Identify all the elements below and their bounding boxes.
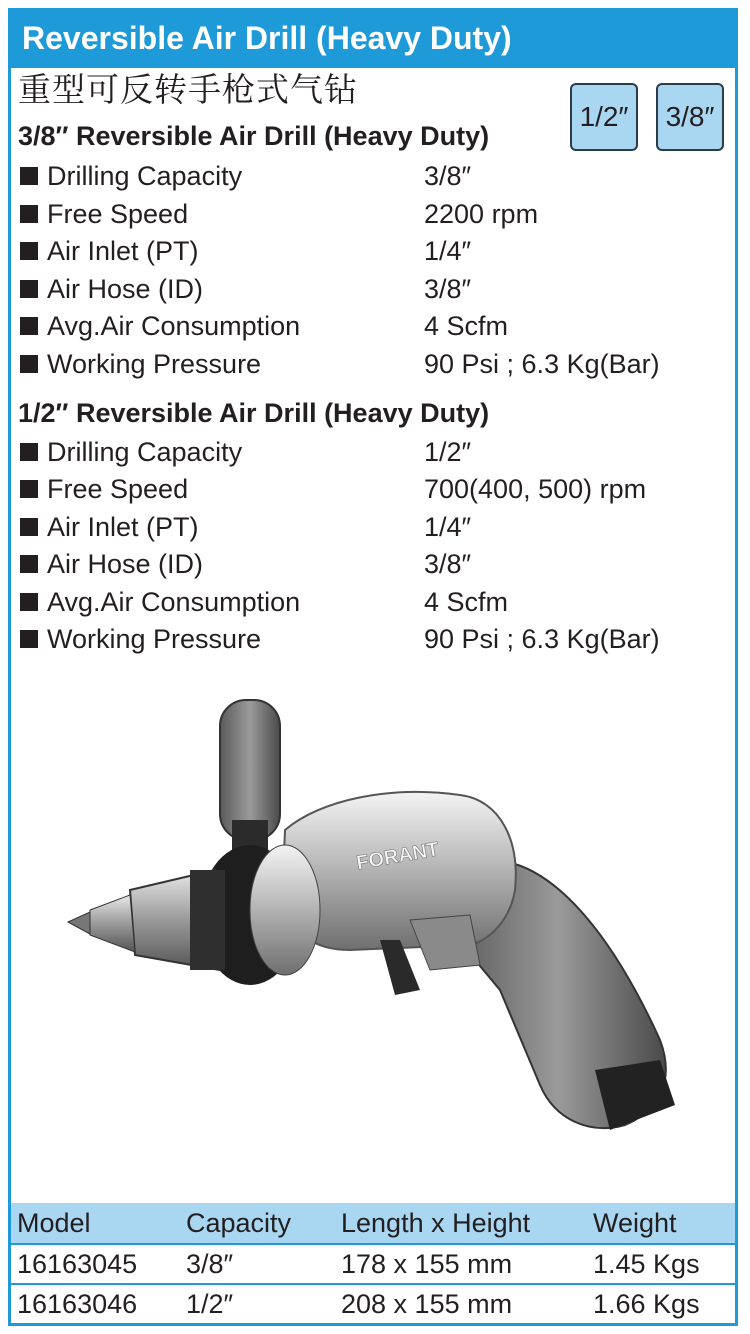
spec-label: Air Hose (ID) bbox=[47, 549, 204, 579]
spec-label: Drilling Capacity bbox=[47, 437, 243, 467]
spec-row bbox=[18, 621, 718, 657]
spec-label: Working Pressure bbox=[47, 349, 262, 379]
square-bullet-icon bbox=[20, 480, 38, 498]
spec-row bbox=[18, 346, 718, 382]
cell-capacity: 3/8″ bbox=[186, 1249, 234, 1279]
column-header-model: Model bbox=[17, 1208, 91, 1238]
spec-label: Air Hose (ID) bbox=[47, 274, 204, 304]
spec-row bbox=[18, 308, 718, 344]
cell-capacity: 1/2″ bbox=[186, 1289, 234, 1319]
column-header-weight: Weight bbox=[593, 1208, 677, 1238]
size-tab-half-inch[interactable]: 1/2″ bbox=[570, 83, 638, 151]
square-bullet-icon bbox=[20, 555, 38, 573]
model-table bbox=[11, 1203, 735, 1323]
spec-row bbox=[18, 584, 718, 620]
spec-row bbox=[18, 271, 718, 307]
square-bullet-icon bbox=[20, 242, 38, 260]
square-bullet-icon bbox=[20, 205, 38, 223]
page-title: Reversible Air Drill (Heavy Duty) bbox=[8, 8, 738, 68]
spec-row bbox=[18, 471, 718, 507]
brand-logo: FORANT bbox=[354, 838, 441, 875]
spec-row bbox=[18, 233, 718, 269]
square-bullet-icon bbox=[20, 355, 38, 373]
section-heading-3-8: 3/8″ Reversible Air Drill (Heavy Duty) bbox=[18, 121, 490, 151]
table-row bbox=[11, 1245, 735, 1283]
spec-value: 1/4″ bbox=[424, 512, 472, 542]
spec-value: 4 Scfm bbox=[424, 587, 509, 617]
spec-value: 2200 rpm bbox=[424, 199, 539, 229]
square-bullet-icon bbox=[20, 593, 38, 611]
cell-length-height: 208 x 155 mm bbox=[341, 1289, 513, 1319]
table-row bbox=[11, 1285, 735, 1323]
chinese-title: 重型可反转手枪式气钻 bbox=[18, 70, 358, 109]
spec-value: 3/8″ bbox=[424, 549, 472, 579]
section-heading-1-2: 1/2″ Reversible Air Drill (Heavy Duty) bbox=[18, 398, 490, 428]
spec-row bbox=[18, 196, 718, 232]
size-tab-three-eighths-inch[interactable]: 3/8″ bbox=[656, 83, 724, 151]
air-drill-product-image bbox=[50, 690, 710, 1150]
spec-value: 3/8″ bbox=[424, 274, 472, 304]
spec-row bbox=[18, 434, 718, 470]
spec-label: Air Inlet (PT) bbox=[47, 236, 199, 266]
spec-value: 700(400, 500) rpm bbox=[424, 474, 647, 504]
cell-model: 16163045 bbox=[17, 1249, 138, 1279]
spec-value: 90 Psi ; 6.3 Kg(Bar) bbox=[424, 349, 660, 379]
spec-label: Avg.Air Consumption bbox=[47, 311, 301, 341]
square-bullet-icon bbox=[20, 280, 38, 298]
spec-value: 4 Scfm bbox=[424, 311, 509, 341]
spec-value: 1/2″ bbox=[424, 437, 472, 467]
spec-label: Air Inlet (PT) bbox=[47, 512, 199, 542]
square-bullet-icon bbox=[20, 167, 38, 185]
spec-label: Working Pressure bbox=[47, 624, 262, 654]
cell-weight: 1.66 Kgs bbox=[593, 1289, 700, 1319]
spec-row bbox=[18, 158, 718, 194]
cell-weight: 1.45 Kgs bbox=[593, 1249, 700, 1279]
spec-label: Avg.Air Consumption bbox=[47, 587, 301, 617]
column-header-capacity: Capacity bbox=[186, 1208, 292, 1238]
square-bullet-icon bbox=[20, 317, 38, 335]
spec-value: 3/8″ bbox=[424, 161, 472, 191]
spec-label: Free Speed bbox=[47, 199, 189, 229]
spec-value: 1/4″ bbox=[424, 236, 472, 266]
table-header bbox=[11, 1203, 735, 1243]
cell-model: 16163046 bbox=[17, 1289, 138, 1319]
column-header-length-height: Length x Height bbox=[341, 1208, 531, 1238]
spec-row bbox=[18, 509, 718, 545]
spec-row bbox=[18, 546, 718, 582]
spec-value: 90 Psi ; 6.3 Kg(Bar) bbox=[424, 624, 660, 654]
square-bullet-icon bbox=[20, 630, 38, 648]
spec-label: Free Speed bbox=[47, 474, 189, 504]
square-bullet-icon bbox=[20, 518, 38, 536]
spec-label: Drilling Capacity bbox=[47, 161, 243, 191]
square-bullet-icon bbox=[20, 443, 38, 461]
cell-length-height: 178 x 155 mm bbox=[341, 1249, 513, 1279]
